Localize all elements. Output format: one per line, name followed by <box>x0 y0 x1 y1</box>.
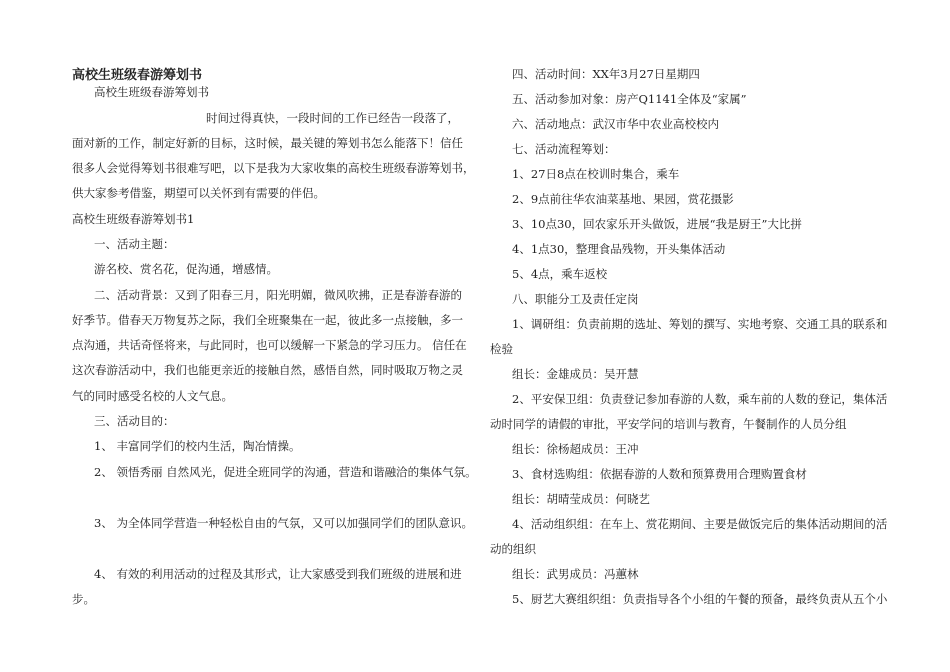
text-line: 很多人会觉得筹划书很难写吧，以下是我为大家收集的高校生班级春游筹划书， <box>72 161 475 175</box>
text-line: 4、活动组织组：在车上、赏花期间、主要是做饭完后的集体活动期间的活 <box>512 517 888 531</box>
text-line: 点沟通，共话奇怪将来，与此同时，也可以缓解一下紧急的学习压力。 信任在 <box>72 338 467 352</box>
text-line: 动的组织 <box>490 542 536 556</box>
text-line: 2、 领悟秀丽 自然风光，促进全班同学的沟通，营造和谐融洽的集体气氛。 <box>94 465 477 479</box>
text-line: 4、 有效的利用活动的过程及其形式，让大家感受到我们班级的进展和进 <box>94 567 462 581</box>
text-line: 这次春游活动中，我们也能更亲近的接触自然，感悟自然，同时吸取万物之灵 <box>72 363 463 377</box>
text-line: 组长：徐杨超成员：王冲 <box>512 442 639 456</box>
text-line: 4、1点30，整理食品残物，开头集体活动 <box>512 242 726 256</box>
text-line: 面对新的工作，制定好新的目标，这时候，最关键的筹划书怎么能落下！信任 <box>72 136 463 150</box>
text-line: 八、职能分工及责任定岗 <box>512 292 639 306</box>
text-line: 六、活动地点：武汉市华中农业高校校内 <box>512 117 719 131</box>
text-line: 好季节。借春天万物复苏之际，我们全班聚集在一起，彼此多一点接触，多一 <box>72 313 463 327</box>
text-line: 时间过得真快，一段时间的工作已经告一段落了， <box>206 111 459 125</box>
text-line: 1、27日8点在校训时集合，乘车 <box>512 167 680 181</box>
text-line: 5、4点，乘车返校 <box>512 267 608 281</box>
text-line: 四、活动时间：XX年3月27日星期四 <box>512 67 700 81</box>
text-line: 七、活动流程筹划： <box>512 142 616 156</box>
text-line: 3、10点30，回农家乐开头做饭，进展“我是厨王”大比拼 <box>512 217 802 231</box>
text-line: 组长：金雄成员：吴开慧 <box>512 367 639 381</box>
text-line: 二、活动背景：又到了阳春三月，阳光明媚，微风吹拂，正是春游春游的 <box>94 288 462 302</box>
text-line: 供大家参考借鉴，期望可以关怀到有需要的伴侣。 <box>72 186 325 200</box>
text-line: 3、 为全体同学营造一种轻松自由的气氛，又可以加强同学们的团队意识。 <box>94 516 473 530</box>
text-line: 3、食材选购组：依据春游的人数和预算费用合理购置食材 <box>512 467 807 481</box>
text-line: 气的同时感受名校的人文气息。 <box>72 389 233 403</box>
text-line: 组长：武男成员：冯蕙林 <box>512 567 639 581</box>
text-line: 5、厨艺大赛组织组：负责指导各个小组的午餐的预备，最终负责从五个小 <box>512 592 888 606</box>
text-line: 游名校、赏名花，促沟通，增感情。 <box>94 262 278 276</box>
text-line: 高校生班级春游筹划书 <box>94 85 209 99</box>
text-line: 一、活动主题： <box>94 237 175 251</box>
text-line: 组长：胡晴莹成员：何晓艺 <box>512 492 650 506</box>
text-line: 1、调研组：负责前期的选址、筹划的撰写、实地考察、交通工具的联系和 <box>512 317 888 331</box>
text-line: 1、 丰富同学们的校内生活，陶冶情操。 <box>94 439 301 453</box>
text-line: 三、活动目的： <box>94 414 175 428</box>
text-line: 2、9点前往华农油菜基地、果园，赏花摄影 <box>512 192 734 206</box>
text-line: 高校生班级春游筹划书1 <box>72 212 195 226</box>
text-line: 动时同学的请假的审批，平安学问的培训与教育，午餐制作的人员分组 <box>490 417 847 431</box>
text-line: 五、活动参加对象：房产Q1141全体及“家属” <box>512 92 747 106</box>
document-title: 高校生班级春游筹划书 <box>72 68 203 83</box>
text-line: 步。 <box>72 592 95 606</box>
text-line: 2、平安保卫组：负责登记参加春游的人数，乘车前的人数的登记，集体活 <box>512 392 888 406</box>
text-line: 检验 <box>490 342 513 356</box>
